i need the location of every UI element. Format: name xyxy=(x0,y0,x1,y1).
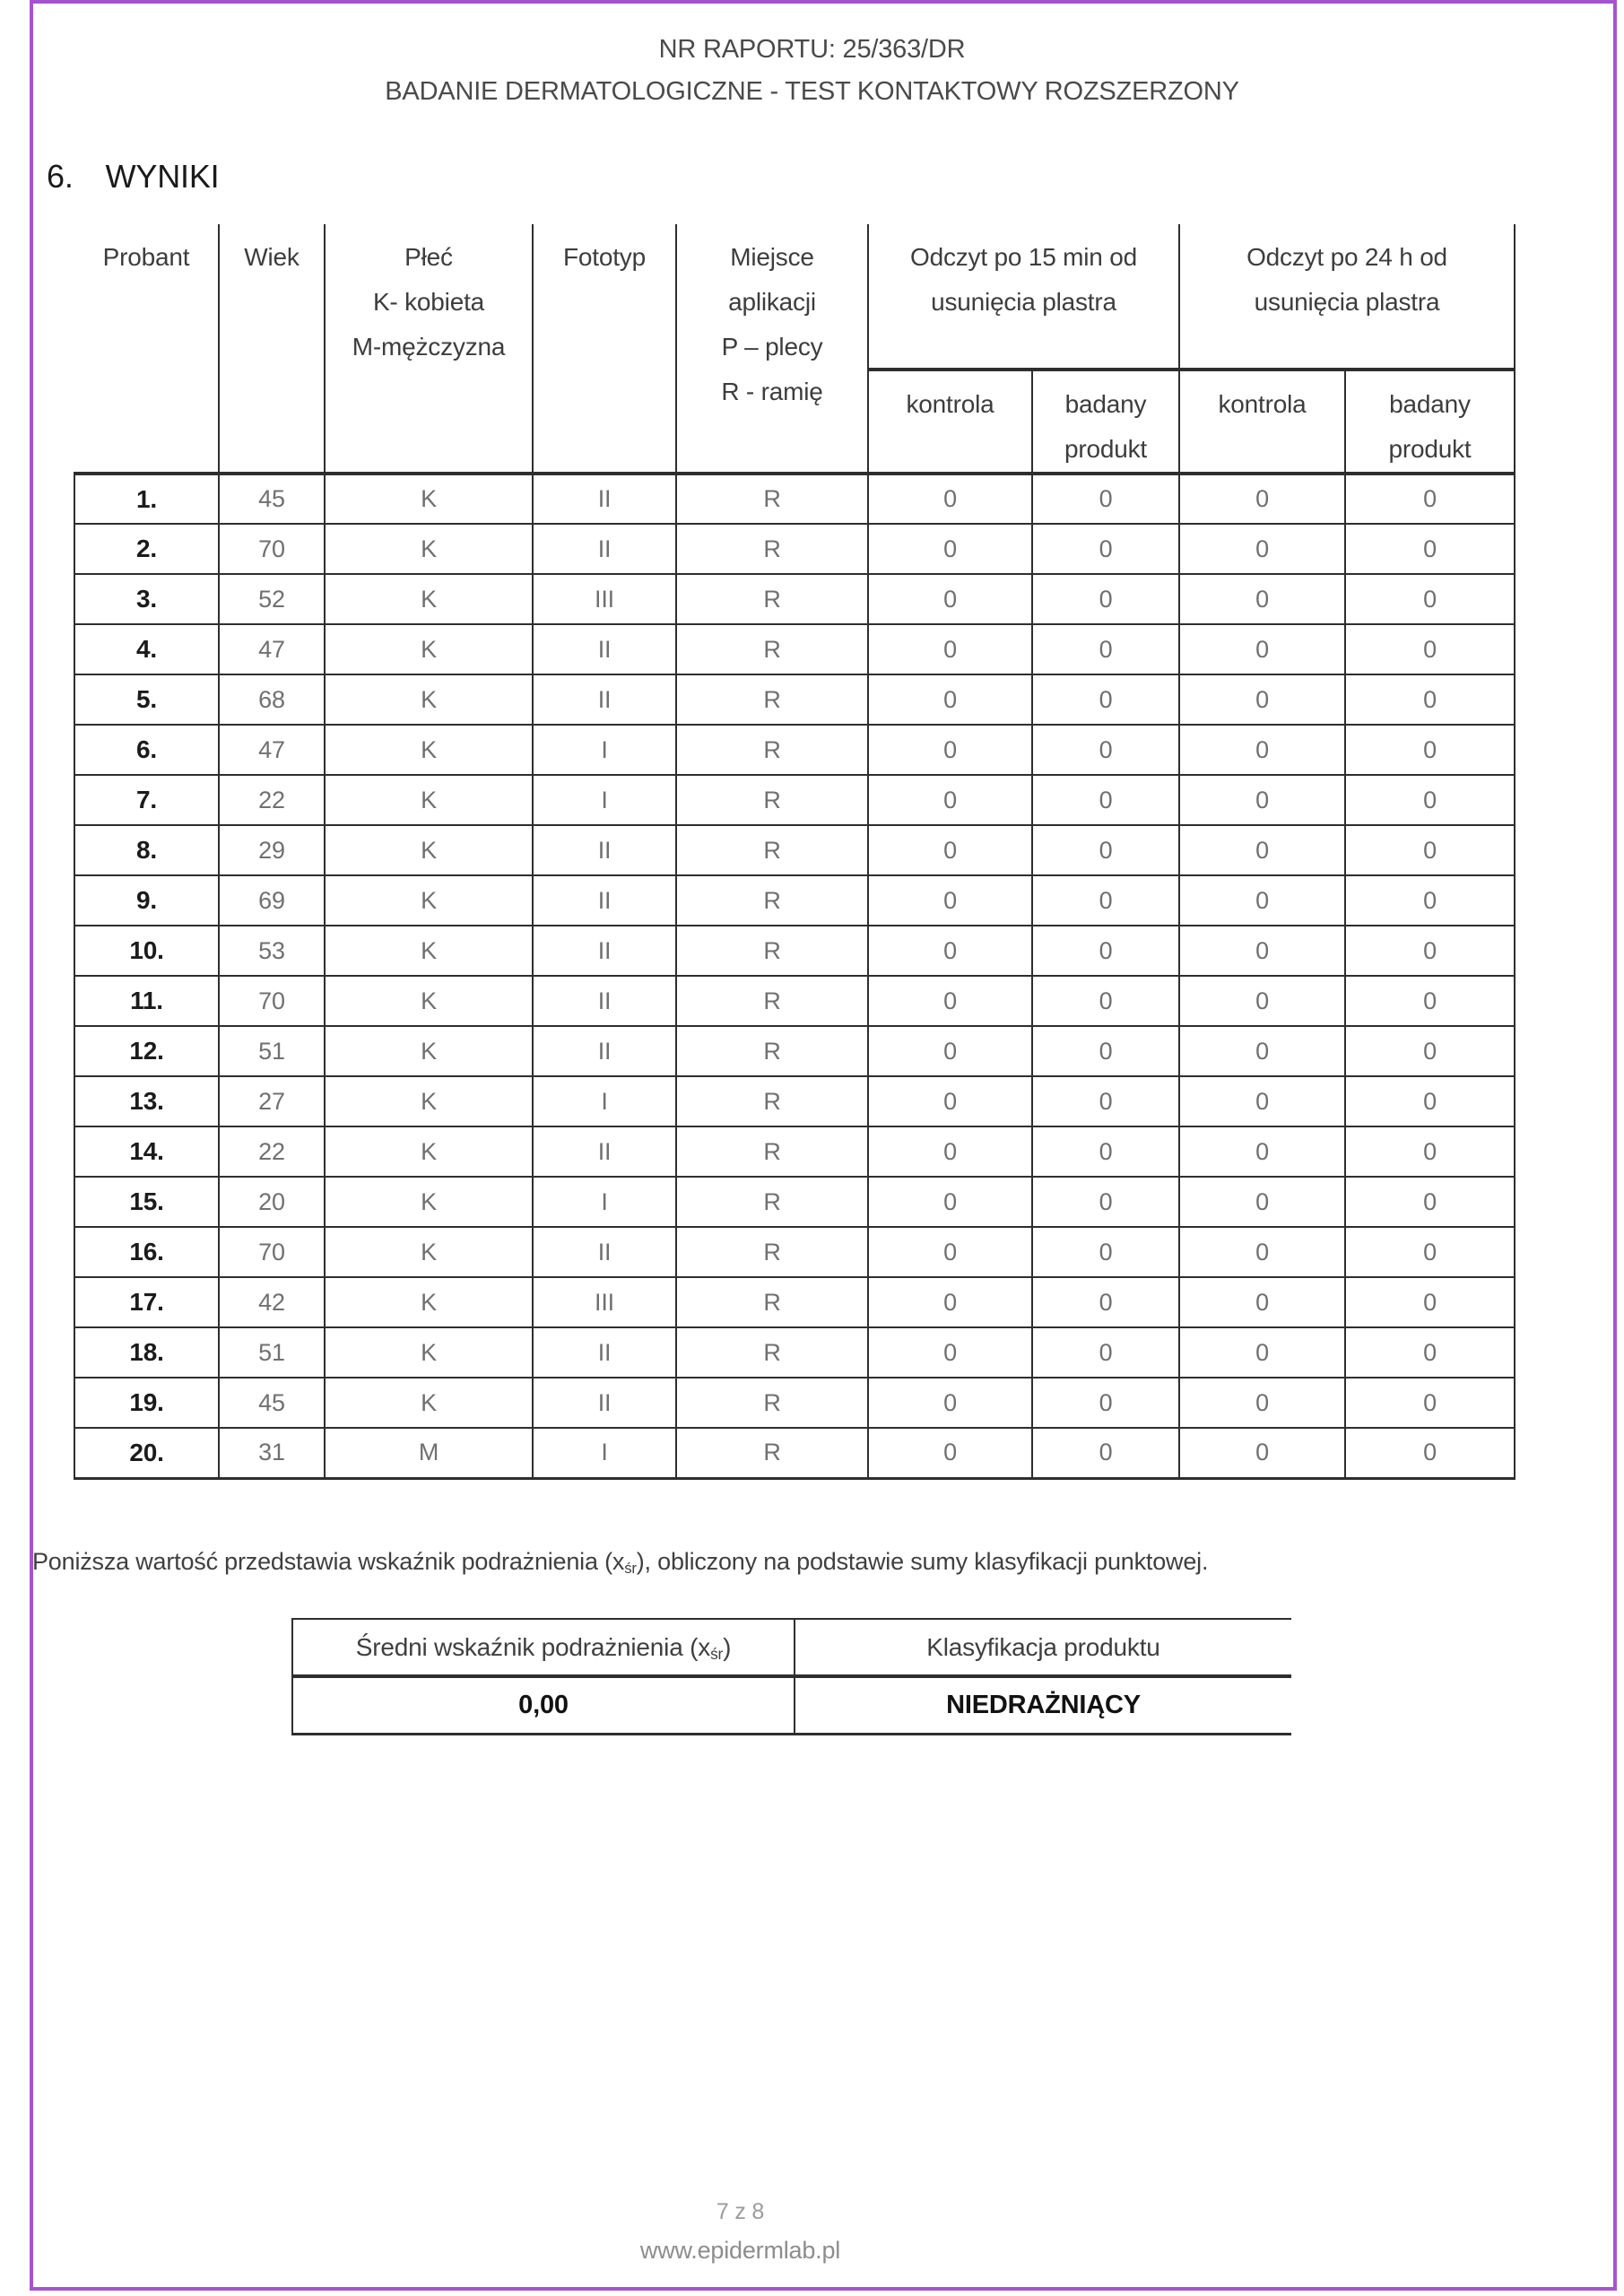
cell-miejsce-aplikacji: R xyxy=(676,1126,868,1177)
cell-fototyp: II xyxy=(533,825,676,875)
cell-miejsce-aplikacji: R xyxy=(676,875,868,926)
cell-wiek: 42 xyxy=(219,1277,325,1327)
report-number: NR RAPORTU: 25/363/DR xyxy=(658,35,966,64)
cell-badany-produkt-24h: 0 xyxy=(1345,674,1515,725)
cell-wiek: 51 xyxy=(219,1026,325,1076)
cell-badany-produkt-15min: 0 xyxy=(1032,524,1179,574)
cell-probant-number: 20. xyxy=(74,1428,219,1478)
cell-probant-number: 4. xyxy=(74,624,219,674)
table-row xyxy=(74,1227,1515,1277)
cell-wiek: 29 xyxy=(219,825,325,875)
cell-plec: K xyxy=(325,1026,533,1076)
cell-badany-produkt-24h: 0 xyxy=(1345,926,1515,976)
cell-wiek: 69 xyxy=(219,875,325,926)
cell-badany-produkt-24h: 0 xyxy=(1345,1227,1515,1277)
cell-kontrola-24h: 0 xyxy=(1179,1327,1345,1378)
cell-miejsce-aplikacji: R xyxy=(676,976,868,1026)
cell-plec: K xyxy=(325,825,533,875)
cell-probant-number: 9. xyxy=(74,875,219,926)
cell-badany-produkt-24h: 0 xyxy=(1345,725,1515,775)
summary-header-classification: Klasyfikacja produktu xyxy=(795,1619,1291,1676)
cell-badany-produkt-15min: 0 xyxy=(1032,775,1179,825)
cell-kontrola-15min: 0 xyxy=(868,1076,1032,1126)
table-row xyxy=(74,1378,1515,1428)
cell-badany-produkt-15min: 0 xyxy=(1032,825,1179,875)
section-title: WYNIKI xyxy=(105,158,220,195)
cell-plec: K xyxy=(325,1327,533,1378)
cell-fototyp: II xyxy=(533,1026,676,1076)
cell-kontrola-15min: 0 xyxy=(868,624,1032,674)
cell-fototyp: II xyxy=(533,1378,676,1428)
cell-kontrola-15min: 0 xyxy=(868,1177,1032,1227)
cell-fototyp: II xyxy=(533,926,676,976)
cell-fototyp: II xyxy=(533,474,676,524)
cell-badany-produkt-24h: 0 xyxy=(1345,574,1515,624)
cell-fototyp: II xyxy=(533,1227,676,1277)
cell-kontrola-15min: 0 xyxy=(868,1378,1032,1428)
column-header-kontrola-24h: kontrola xyxy=(1179,370,1345,474)
summary-header-average-index: Średni wskaźnik podrażnienia $(x_{śr})$ xyxy=(292,1619,795,1676)
cell-miejsce-aplikacji: R xyxy=(676,1227,868,1277)
cell-badany-produkt-15min: 0 xyxy=(1032,674,1179,725)
cell-plec: K xyxy=(325,1126,533,1177)
cell-miejsce-aplikacji: R xyxy=(676,1277,868,1327)
table-row xyxy=(74,674,1515,725)
cell-miejsce-aplikacji: R xyxy=(676,524,868,574)
cell-badany-produkt-15min: 0 xyxy=(1032,1126,1179,1177)
cell-probant-number: 3. xyxy=(74,574,219,624)
cell-kontrola-24h: 0 xyxy=(1179,926,1345,976)
table-row xyxy=(74,725,1515,775)
table-row xyxy=(74,1327,1515,1378)
cell-badany-produkt-24h: 0 xyxy=(1345,1378,1515,1428)
cell-badany-produkt-24h: 0 xyxy=(1345,474,1515,524)
cell-miejsce-aplikacji: R xyxy=(676,1378,868,1428)
cell-badany-produkt-24h: 0 xyxy=(1345,1277,1515,1327)
section-number: 6. xyxy=(47,158,74,195)
footer-page-indicator: 7 z 8 xyxy=(716,2199,765,2224)
cell-miejsce-aplikacji: R xyxy=(676,1177,868,1227)
column-header-odczyt-15min: Odczyt po 15 min od usunięcia plastra xyxy=(868,224,1179,370)
table-row xyxy=(74,1126,1515,1177)
cell-kontrola-15min: 0 xyxy=(868,1277,1032,1327)
cell-kontrola-15min: 0 xyxy=(868,1227,1032,1277)
cell-probant-number: 18. xyxy=(74,1327,219,1378)
cell-probant-number: 1. xyxy=(74,474,219,524)
cell-plec: K xyxy=(325,976,533,1026)
cell-badany-produkt-15min: 0 xyxy=(1032,976,1179,1026)
cell-miejsce-aplikacji: R xyxy=(676,1428,868,1478)
results-table xyxy=(74,224,1515,1480)
column-header-miejsce-aplikacji: Miejsce aplikacji P – plecy R - ramię xyxy=(676,224,868,474)
cell-kontrola-15min: 0 xyxy=(868,1126,1032,1177)
cell-fototyp: II xyxy=(533,624,676,674)
table-row xyxy=(74,875,1515,926)
cell-badany-produkt-15min: 0 xyxy=(1032,926,1179,976)
cell-wiek: 22 xyxy=(219,1126,325,1177)
cell-badany-produkt-24h: 0 xyxy=(1345,1026,1515,1076)
table-row xyxy=(74,976,1515,1026)
cell-kontrola-24h: 0 xyxy=(1179,775,1345,825)
cell-fototyp: II xyxy=(533,1126,676,1177)
table-row xyxy=(74,524,1515,574)
cell-kontrola-24h: 0 xyxy=(1179,574,1345,624)
cell-badany-produkt-24h: 0 xyxy=(1345,1076,1515,1126)
cell-badany-produkt-15min: 0 xyxy=(1032,1076,1179,1126)
cell-badany-produkt-24h: 0 xyxy=(1345,775,1515,825)
cell-probant-number: 5. xyxy=(74,674,219,725)
cell-kontrola-24h: 0 xyxy=(1179,1126,1345,1177)
cell-fototyp: II xyxy=(533,976,676,1026)
table-row xyxy=(74,474,1515,524)
cell-kontrola-15min: 0 xyxy=(868,474,1032,524)
cell-fototyp: I xyxy=(533,1076,676,1126)
table-row xyxy=(74,775,1515,825)
cell-kontrola-24h: 0 xyxy=(1179,1428,1345,1478)
cell-badany-produkt-15min: 0 xyxy=(1032,624,1179,674)
cell-kontrola-24h: 0 xyxy=(1179,725,1345,775)
cell-wiek: 45 xyxy=(219,1378,325,1428)
cell-kontrola-24h: 0 xyxy=(1179,875,1345,926)
cell-plec: K xyxy=(325,524,533,574)
cell-kontrola-15min: 0 xyxy=(868,674,1032,725)
cell-probant-number: 15. xyxy=(74,1177,219,1227)
table-row xyxy=(74,1277,1515,1327)
cell-kontrola-24h: 0 xyxy=(1179,1076,1345,1126)
cell-probant-number: 7. xyxy=(74,775,219,825)
cell-badany-produkt-24h: 0 xyxy=(1345,624,1515,674)
cell-probant-number: 6. xyxy=(74,725,219,775)
cell-kontrola-24h: 0 xyxy=(1179,674,1345,725)
cell-badany-produkt-24h: 0 xyxy=(1345,524,1515,574)
column-header-badany-produkt-24h: badany produkt xyxy=(1345,370,1515,474)
cell-badany-produkt-15min: 0 xyxy=(1032,574,1179,624)
cell-kontrola-24h: 0 xyxy=(1179,976,1345,1026)
cell-kontrola-15min: 0 xyxy=(868,1327,1032,1378)
cell-badany-produkt-24h: 0 xyxy=(1345,1126,1515,1177)
cell-fototyp: II xyxy=(533,524,676,574)
cell-plec: K xyxy=(325,725,533,775)
cell-plec: K xyxy=(325,574,533,624)
cell-wiek: 53 xyxy=(219,926,325,976)
cell-fototyp: I xyxy=(533,725,676,775)
cell-plec: K xyxy=(325,1277,533,1327)
footer-website: www.epidermlab.pl xyxy=(639,2237,841,2264)
cell-badany-produkt-15min: 0 xyxy=(1032,875,1179,926)
cell-probant-number: 8. xyxy=(74,825,219,875)
cell-kontrola-15min: 0 xyxy=(868,875,1032,926)
cell-miejsce-aplikacji: R xyxy=(676,926,868,976)
cell-miejsce-aplikacji: R xyxy=(676,1026,868,1076)
cell-wiek: 45 xyxy=(219,474,325,524)
summary-table xyxy=(291,1618,1291,1735)
cell-badany-produkt-24h: 0 xyxy=(1345,1327,1515,1378)
cell-kontrola-24h: 0 xyxy=(1179,1026,1345,1076)
cell-badany-produkt-15min: 0 xyxy=(1032,1378,1179,1428)
cell-probant-number: 19. xyxy=(74,1378,219,1428)
cell-badany-produkt-24h: 0 xyxy=(1345,825,1515,875)
cell-plec: K xyxy=(325,1177,533,1227)
cell-kontrola-24h: 0 xyxy=(1179,825,1345,875)
cell-miejsce-aplikacji: R xyxy=(676,1076,868,1126)
cell-badany-produkt-24h: 0 xyxy=(1345,1428,1515,1478)
note-paragraph: Poniższa wartość przedstawia wskaźnik podrażnienia $(x_{śr})$, obliczony na podstawie sumy klasyfikacji punktowej. xyxy=(32,1548,1209,1578)
cell-probant-number: 14. xyxy=(74,1126,219,1177)
table-row xyxy=(74,1428,1515,1478)
cell-plec: K xyxy=(325,1378,533,1428)
cell-badany-produkt-24h: 0 xyxy=(1345,976,1515,1026)
cell-kontrola-15min: 0 xyxy=(868,1428,1032,1478)
cell-wiek: 22 xyxy=(219,775,325,825)
cell-kontrola-15min: 0 xyxy=(868,725,1032,775)
section-heading xyxy=(47,158,219,196)
cell-probant-number: 16. xyxy=(74,1227,219,1277)
cell-probant-number: 13. xyxy=(74,1076,219,1126)
cell-plec: K xyxy=(325,926,533,976)
cell-badany-produkt-15min: 0 xyxy=(1032,725,1179,775)
column-header-wiek: Wiek xyxy=(219,224,325,474)
cell-wiek: 70 xyxy=(219,1227,325,1277)
cell-badany-produkt-15min: 0 xyxy=(1032,1227,1179,1277)
cell-plec: K xyxy=(325,775,533,825)
cell-miejsce-aplikacji: R xyxy=(676,474,868,524)
cell-wiek: 27 xyxy=(219,1076,325,1126)
column-header-badany-produkt-15min: badany produkt xyxy=(1032,370,1179,474)
cell-fototyp: II xyxy=(533,674,676,725)
cell-miejsce-aplikacji: R xyxy=(676,825,868,875)
cell-miejsce-aplikacji: R xyxy=(676,674,868,725)
cell-wiek: 68 xyxy=(219,674,325,725)
cell-plec: K xyxy=(325,1227,533,1277)
cell-probant-number: 12. xyxy=(74,1026,219,1076)
column-header-fototyp: Fototyp xyxy=(533,224,676,474)
cell-miejsce-aplikacji: R xyxy=(676,1327,868,1378)
cell-wiek: 31 xyxy=(219,1428,325,1478)
cell-badany-produkt-15min: 0 xyxy=(1032,1026,1179,1076)
cell-badany-produkt-15min: 0 xyxy=(1032,1428,1179,1478)
cell-wiek: 47 xyxy=(219,624,325,674)
cell-kontrola-15min: 0 xyxy=(868,1026,1032,1076)
cell-fototyp: II xyxy=(533,1327,676,1378)
cell-badany-produkt-15min: 0 xyxy=(1032,1277,1179,1327)
cell-kontrola-24h: 0 xyxy=(1179,1277,1345,1327)
cell-miejsce-aplikacji: R xyxy=(676,574,868,624)
cell-badany-produkt-15min: 0 xyxy=(1032,474,1179,524)
summary-value-average-index: 0,00 xyxy=(292,1676,795,1734)
cell-badany-produkt-24h: 0 xyxy=(1345,1177,1515,1227)
column-header-kontrola-15min: kontrola xyxy=(868,370,1032,474)
cell-fototyp: III xyxy=(533,574,676,624)
cell-kontrola-24h: 0 xyxy=(1179,524,1345,574)
cell-kontrola-24h: 0 xyxy=(1179,1227,1345,1277)
cell-probant-number: 11. xyxy=(74,976,219,1026)
document-header xyxy=(0,29,1624,113)
table-row xyxy=(74,1177,1515,1227)
column-header-odczyt-24h: Odczyt po 24 h od usunięcia plastra xyxy=(1179,224,1515,370)
cell-kontrola-15min: 0 xyxy=(868,574,1032,624)
cell-probant-number: 17. xyxy=(74,1277,219,1327)
cell-kontrola-24h: 0 xyxy=(1179,1177,1345,1227)
cell-miejsce-aplikacji: R xyxy=(676,725,868,775)
results-table-body xyxy=(74,474,1515,1478)
table-row xyxy=(74,825,1515,875)
cell-miejsce-aplikacji: R xyxy=(676,775,868,825)
summary-value-row xyxy=(292,1676,1291,1734)
cell-wiek: 70 xyxy=(219,524,325,574)
table-row xyxy=(74,1026,1515,1076)
cell-plec: K xyxy=(325,674,533,725)
table-row xyxy=(74,574,1515,624)
table-row xyxy=(74,926,1515,976)
cell-kontrola-15min: 0 xyxy=(868,926,1032,976)
report-title: BADANIE DERMATOLOGICZNE - TEST KONTAKTOWY ROZSZERZONY xyxy=(385,77,1239,106)
cell-plec: K xyxy=(325,474,533,524)
cell-wiek: 70 xyxy=(219,976,325,1026)
cell-kontrola-24h: 0 xyxy=(1179,1378,1345,1428)
cell-wiek: 52 xyxy=(219,574,325,624)
cell-badany-produkt-15min: 0 xyxy=(1032,1177,1179,1227)
cell-badany-produkt-15min: 0 xyxy=(1032,1327,1179,1378)
cell-plec: K xyxy=(325,875,533,926)
cell-plec: M xyxy=(325,1428,533,1478)
cell-probant-number: 2. xyxy=(74,524,219,574)
cell-fototyp: I xyxy=(533,1177,676,1227)
summary-value-classification: NIEDRAŻNIĄCY xyxy=(795,1676,1291,1734)
table-row xyxy=(74,1076,1515,1126)
cell-wiek: 51 xyxy=(219,1327,325,1378)
cell-plec: K xyxy=(325,624,533,674)
cell-kontrola-15min: 0 xyxy=(868,524,1032,574)
cell-wiek: 20 xyxy=(219,1177,325,1227)
cell-kontrola-24h: 0 xyxy=(1179,624,1345,674)
cell-fototyp: I xyxy=(533,775,676,825)
column-header-probant: Probant xyxy=(74,224,219,474)
cell-probant-number: 10. xyxy=(74,926,219,976)
column-header-plec: Płeć K- kobieta M-mężczyzna xyxy=(325,224,533,474)
cell-kontrola-15min: 0 xyxy=(868,825,1032,875)
cell-kontrola-24h: 0 xyxy=(1179,474,1345,524)
cell-kontrola-15min: 0 xyxy=(868,775,1032,825)
cell-fototyp: I xyxy=(533,1428,676,1478)
cell-badany-produkt-24h: 0 xyxy=(1345,875,1515,926)
cell-kontrola-15min: 0 xyxy=(868,976,1032,1026)
cell-wiek: 47 xyxy=(219,725,325,775)
cell-fototyp: II xyxy=(533,875,676,926)
cell-fototyp: III xyxy=(533,1277,676,1327)
cell-miejsce-aplikacji: R xyxy=(676,624,868,674)
cell-plec: K xyxy=(325,1076,533,1126)
table-row xyxy=(74,624,1515,674)
